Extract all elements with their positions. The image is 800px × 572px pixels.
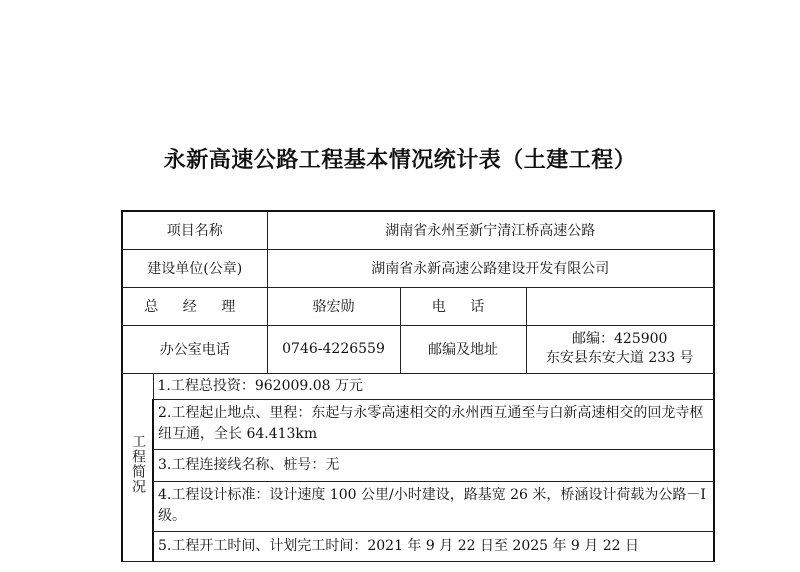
- phone-value: [526, 287, 714, 325]
- row-project-name: [122, 211, 714, 249]
- overview-item: 5.工程开工时间、计划完工时间：2021 年 9 月 22 日至 2025 年 9 月 22 日: [153, 531, 714, 561]
- manager-label: 总 经 理: [122, 287, 267, 325]
- overview-item: 1.工程总投资：962009.08 万元: [153, 373, 714, 399]
- overview-row-5: [122, 531, 714, 561]
- row-manager: [122, 287, 714, 325]
- overview-label-cell: [122, 373, 153, 561]
- postal-code: 邮编：425900: [572, 331, 668, 347]
- info-table: [121, 210, 715, 562]
- unit-label: 建设单位(公章): [122, 249, 267, 287]
- overview-item: 4.工程设计标准：设计速度 100 公里/小时建设，路基宽 26 米，桥涵设计荷载为公路－Ⅰ级。: [153, 481, 714, 531]
- row-office: [122, 325, 714, 373]
- phone-label: 电 话: [400, 287, 526, 325]
- overview-item: 3.工程连接线名称、桩号：无: [153, 449, 714, 481]
- postal-address: 东安县东安大道 233 号: [545, 350, 694, 366]
- overview-row-1: [122, 373, 714, 399]
- postal-label: 邮编及地址: [400, 325, 526, 373]
- office-phone-label: 办公室电话: [122, 325, 267, 373]
- overview-item: 2.工程起止地点、里程：东起与永零高速相交的永州西互通至与白新高速相交的回龙寺枢纽互通，全长 64.413km: [153, 399, 714, 449]
- overview-row-3: [122, 449, 714, 481]
- manager-value: 骆宏勋: [267, 287, 400, 325]
- overview-row-4: [122, 481, 714, 531]
- overview-row-2: [122, 399, 714, 449]
- project-name-label: 项目名称: [122, 211, 267, 249]
- postal-value: [526, 325, 714, 373]
- row-unit: [122, 249, 714, 287]
- unit-value: 湖南省永新高速公路建设开发有限公司: [267, 249, 714, 287]
- project-name-value: 湖南省永州至新宁清江桥高速公路: [267, 211, 714, 249]
- document-title: 永新高速公路工程基本情况统计表（土建工程）: [163, 148, 637, 173]
- overview-label: 工程简况: [130, 433, 146, 494]
- office-phone-value: 0746-4226559: [267, 325, 400, 373]
